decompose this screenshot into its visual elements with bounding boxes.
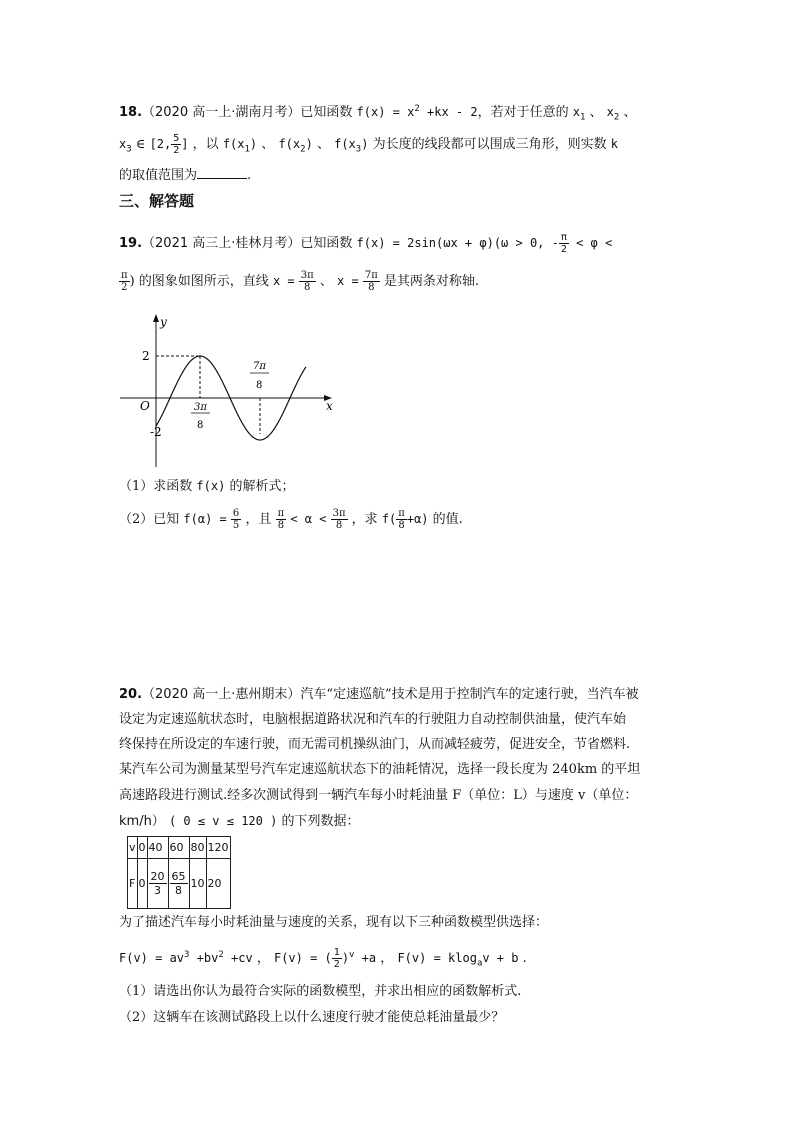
- data-table: [127, 836, 231, 909]
- y-label: y: [160, 315, 167, 329]
- q20-line3: 终保持在所设定的车速行驶，而无需司机操纵油门，从而减轻疲劳，促进安全，节省燃料.: [119, 737, 631, 752]
- q18-number: 18.: [119, 105, 143, 120]
- label-8a: 8: [197, 420, 204, 431]
- section-title: 三、解答题: [119, 192, 195, 210]
- q19-line1: 19.（2021 高三上·桂林月考）已知函数 f(x) = 2sin(ωx + φ)(ω > 0, - $\frac{\pi}{2}$ < φ <: [119, 232, 613, 255]
- label-3pi: 3π: [194, 402, 207, 413]
- q18-fx3: $f(x_3)$: [334, 137, 369, 155]
- q18-line2: $x_3$ ∈ [2, $\frac{5}{2}$ ] ，以 $f(x_1)$ 、 $f(x_2)$ 、 $f(x_3)$ 为长度的线段都可以围成三角形，则实数 k: [119, 133, 618, 156]
- sine-graph: [118, 312, 340, 472]
- q18-x2: $x_2$: [606, 105, 620, 123]
- q18-line3: 的取值范围为 .: [119, 168, 252, 183]
- table-row: F 0 $\frac{20}{3}$ $\frac{65}{8}$ 10 20: [128, 859, 231, 909]
- q18-x3: $x_3$: [119, 137, 132, 155]
- q18-k: k: [610, 137, 618, 151]
- q20-line4: 某汽车公司为测量某型号汽车定速巡航状态下的油耗情况，选择一段长度为 240km 的平坦: [119, 762, 641, 777]
- q19-part2: （2）已知 f(α) = $\frac{6}{5}$ ，且 $\frac{\pi}{8}$ < α < $\frac{3\pi}{8}$ ，求 f( $\frac{\pi}{8}$ +α) 的值.: [119, 508, 463, 531]
- answer-blank: [197, 166, 247, 179]
- q19-number: 19.: [119, 236, 143, 251]
- q18-interval: [2, $\frac{5}{2}$ ]: [149, 133, 189, 156]
- q20-line6: km/h） ( 0 ≤ v ≤ 120 ) 的下列数据：: [119, 814, 360, 829]
- label-7pi: 7π: [253, 361, 266, 372]
- q19-line2: $\frac{\pi}{2}$ ) 的图象如图所示，直线 x = $\frac{3\pi}{8}$ 、 x = $\frac{7\pi}{8}$ 是其两条对称轴.: [121, 270, 480, 293]
- q18-source: （2020 高一上·湖南月考）: [142, 105, 301, 120]
- q20-line1: 20.（2020 高一上·惠州期末）汽车“定速巡航”技术是用于控制汽车的定速行驶，当汽车被: [119, 687, 639, 702]
- q20-source: （2020 高一上·惠州期末）: [142, 687, 301, 702]
- q18-fx1: $f(x_1)$: [222, 137, 258, 155]
- origin-label: O: [140, 399, 150, 413]
- x-label: x: [326, 399, 333, 413]
- q18-text: 已知函数: [300, 105, 353, 120]
- q20-models-intro: 为了描述汽车每小时耗油量与速度的关系，现有以下三种函数模型供选择：: [119, 915, 549, 930]
- q19-source: （2021 高三上·桂林月考）: [142, 236, 301, 251]
- q20-number: 20.: [119, 687, 143, 702]
- tick-2: 2: [142, 349, 150, 363]
- q19-function: f(x) = 2sin(ωx + φ)(ω > 0, - $\frac{\pi}{2}$ < φ <: [356, 232, 613, 255]
- q20-part2: （2）这辆车在该测试路段上以什么速度行驶才能使总耗油量最少？: [119, 1010, 505, 1025]
- q18-x1: $x_1$: [572, 105, 586, 123]
- q18-function: $f(x) = x^2 +kx - 2$: [356, 104, 478, 119]
- q18-fx2: $f(x_2)$: [278, 137, 313, 155]
- y-axis-arrow-icon: [153, 314, 159, 322]
- q18-line1: 18.（2020 高一上·湖南月考）已知函数 $f(x) = x^2 +kx - 2$，若对于任意的 $x_1$ 、 $x_2$ 、: [119, 104, 637, 123]
- table-row: v 0 40 60 80 120: [128, 837, 231, 859]
- q20-line5: 高速路段进行测试.经多次测试得到一辆汽车每小时耗油量 F（单位：L）与速度 v（单位：: [119, 788, 638, 803]
- q20-models: $F(v) = av^3 +bv^2 +cv$ ， F(v) = ( $\frac{1}{2}$ )$^v$ +a ， F(v) = klog$_a$v + b .: [119, 947, 527, 970]
- q20-part1: （1）请选出你认为最符合实际的函数模型，并求出相应的函数解析式.: [119, 984, 522, 999]
- q20-line2: 设定为定速巡航状态时，电脑根据道路状况和汽车的行驶阻力自动控制供油量，使汽车始: [119, 712, 627, 727]
- tick-neg2: -2: [150, 425, 162, 439]
- q19-part1: （1）求函数 f(x) 的解析式；: [119, 479, 295, 494]
- label-8b: 8: [256, 380, 263, 391]
